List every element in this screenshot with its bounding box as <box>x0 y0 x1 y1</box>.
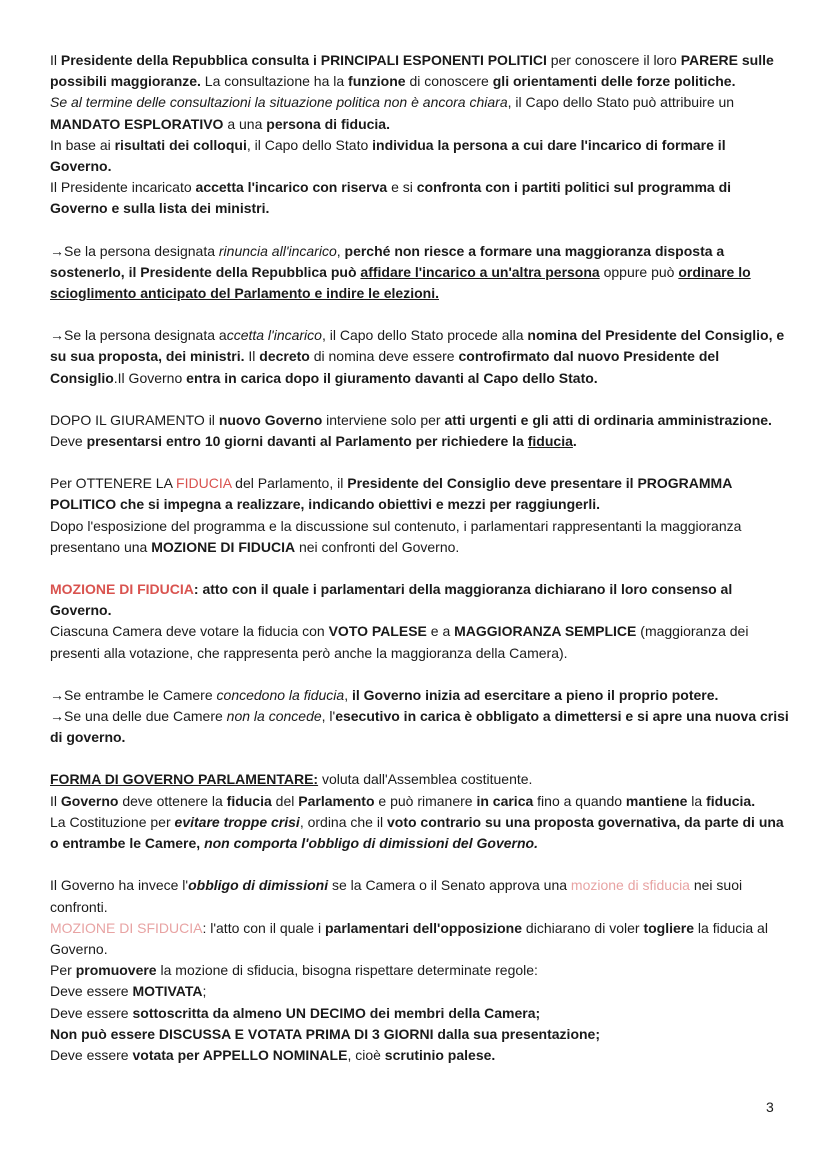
text-run: fiducia. <box>706 792 756 809</box>
text-run: perché non riesce a formare una maggioranza disposta a sostenerlo, il Presidente della Repubblica può <box>50 242 725 280</box>
paragraph-non-concede <box>50 706 790 748</box>
text-run: presentarsi entro 10 giorni davanti al Parlamento per richiedere la <box>86 433 528 450</box>
text-run: evitare troppe crisi <box>174 813 300 830</box>
text-run: fiducia <box>527 433 573 450</box>
text-run: a una <box>223 115 267 132</box>
text-run: votata per APPELLO NOMINALE <box>132 1046 348 1063</box>
page-number: 3 <box>766 1099 774 1115</box>
text-run: : atto con il quale i parlamentari della maggioranza dichiarano il loro consenso al Governo. <box>50 581 733 619</box>
text-run: MOTIVATA <box>132 983 203 1000</box>
text-run: mozione di sfiducia <box>570 877 690 894</box>
text-run: individua la persona a cui dare l'incarico di formare il Governo. <box>50 136 726 175</box>
text-run: Il Presidente incaricato <box>50 179 196 196</box>
text-run: accetta l'incarico con riserva <box>195 179 388 196</box>
text-run: di nomina deve essere <box>309 348 459 365</box>
text-run: DOPO IL GIURAMENTO il <box>50 411 219 428</box>
text-run: il Governo inizia ad esercitare a pieno il proprio potere. <box>351 686 719 703</box>
paragraph-costituzione <box>50 812 790 854</box>
text-run: decreto <box>259 348 310 365</box>
text-run: ; <box>202 983 207 1000</box>
text-run: MANDATO ESPLORATIVO <box>50 115 224 132</box>
text-run: Deve essere <box>50 983 133 1000</box>
paragraph-ottenere-fiducia <box>50 473 790 515</box>
text-run: , il Capo dello Stato procede alla <box>321 327 528 344</box>
text-run: Il <box>244 348 260 365</box>
text-run: La Costituzione per <box>50 813 175 830</box>
text-run: Presidente della Repubblica consulta i PRINCIPALI ESPONENTI POLITICI <box>60 52 547 68</box>
text-run: ccetta l'incarico <box>226 327 322 344</box>
text-run: non comporta l'obbligo di dimissioni del Governo. <box>204 835 538 852</box>
text-run: MOZIONE DI FIDUCIA <box>151 538 296 555</box>
text-run: Ciascuna Camera deve votare la fiducia con <box>50 623 329 640</box>
text-run: Deve essere <box>50 1004 133 1021</box>
paragraph-consultazioni <box>50 50 790 92</box>
text-run: atti urgenti e gli atti di ordinaria amministrazione. <box>444 411 772 428</box>
text-run: : l'atto con il quale i <box>202 919 325 936</box>
text-run: mantiene <box>625 792 688 809</box>
paragraph-colloqui <box>50 135 790 177</box>
text-run: Non può essere DISCUSSA E VOTATA PRIMA DI 3 GIORNI <box>50 1025 434 1042</box>
text-run: Deve <box>50 433 87 450</box>
text-run: dalla sua presentazione; <box>433 1025 600 1042</box>
text-run: nei suoi confronti. <box>50 877 743 915</box>
text-run: Deve essere <box>50 1046 133 1063</box>
text-run: interviene solo per <box>322 411 445 428</box>
text-run: per conoscere il loro <box>546 52 681 68</box>
text-run: fiducia <box>226 792 272 809</box>
text-run: dichiarano di voler <box>522 919 644 936</box>
text-run: , <box>344 686 352 703</box>
text-run: concedono la fiducia <box>216 686 345 703</box>
text-run: confronta con i partiti politici sul programma di Governo e sulla lista dei ministri. <box>50 179 732 217</box>
text-run: voto contrario su una proposta governativa, da parte di una o entrambe le Camere, <box>50 813 784 852</box>
text-run: parlamentari dell'opposizione <box>324 919 523 936</box>
text-run: nuovo Governo <box>218 411 323 428</box>
text-run: affidare l'incarico a un'altra persona <box>360 263 600 280</box>
text-run: fino a quando <box>533 792 626 809</box>
paragraph-giuramento <box>50 410 790 452</box>
text-run: , l' <box>321 708 336 725</box>
text-run: del Parlamento, il <box>231 475 348 492</box>
text-run: MOZIONE DI FIDUCIA <box>50 581 194 598</box>
rule-appello-nominale <box>50 1045 790 1066</box>
text-run: entra in carica dopo il giuramento davanti al Capo dello Stato. <box>186 369 598 386</box>
rule-tre-giorni <box>50 1024 790 1045</box>
text-run: , ordina che il <box>299 813 387 830</box>
text-run: Dopo l'esposizione del programma e la discussione sul contenuto, i parlamentari rappresentanti la maggioranza presentano una <box>50 517 742 555</box>
text-run: MAGGIORANZA SEMPLICE <box>454 623 637 640</box>
text-run: in carica <box>476 792 534 809</box>
section-heading: FORMA DI GOVERNO PARLAMENTARE: <box>50 771 319 788</box>
text-run: persona di fiducia. <box>266 115 390 132</box>
text-run: Il Governo ha invece l' <box>50 877 189 894</box>
paragraph-esposizione <box>50 516 790 558</box>
rule-sottoscritta <box>50 1003 790 1024</box>
text-run: togliere <box>643 919 695 936</box>
text-run: →Se una delle due Camere <box>50 708 227 725</box>
paragraph-forma-governo <box>50 769 790 790</box>
text-run: Se al termine delle consultazioni la situazione politica non è ancora chiara <box>50 94 508 111</box>
text-run: Parlamento <box>298 792 375 809</box>
text-run: la mozione di sfiducia, bisogna rispettare determinate regole: <box>156 962 538 979</box>
text-run: oppure può <box>599 263 679 280</box>
paragraph-concedono <box>50 685 790 706</box>
paragraph-mozione-sfiducia <box>50 918 790 960</box>
text-run: . <box>572 433 577 450</box>
text-run: , il Capo dello Stato può attribuire un <box>507 94 735 111</box>
text-run: la <box>687 792 707 809</box>
text-run: ordinare lo scioglimento anticipato del Parlamento e indire le elezioni. <box>50 263 751 302</box>
text-run: obbligo di dimissioni <box>188 877 329 894</box>
document-page <box>50 50 790 1066</box>
text-run: Governo <box>60 792 119 809</box>
rule-motivata <box>50 981 790 1002</box>
paragraph-incarico <box>50 177 790 219</box>
text-run: Per OTTENERE LA <box>50 475 177 492</box>
text-run: (maggioranza dei presenti alla votazione, che rappresenta però anche la maggioranza della Camera). <box>50 623 749 661</box>
text-run: PARERE sulle possibili maggioranze. <box>50 52 774 90</box>
text-run: gli orientamenti delle forze politiche. <box>492 73 736 90</box>
paragraph-governo-fiducia <box>50 791 790 812</box>
text-run: non la concede <box>226 708 322 725</box>
text-run: promuovere <box>75 962 157 979</box>
text-run: , <box>336 242 345 259</box>
text-run: controfirmato dal nuovo Presidente del Consiglio <box>50 348 720 386</box>
text-run: .Il Governo <box>113 369 187 386</box>
text-run: La consultazione ha la <box>200 73 349 90</box>
text-run: nomina del Presidente del Consiglio, e su sua proposta, dei ministri. <box>50 327 785 365</box>
paragraph-regole <box>50 960 790 981</box>
text-run: , il Capo dello Stato <box>246 136 373 153</box>
paragraph-rinuncia <box>50 241 790 305</box>
text-run: la fiducia al Governo. <box>50 919 768 957</box>
text-run: voluta dall'Assemblea costituente. <box>318 771 533 788</box>
text-run: VOTO PALESE <box>328 623 427 640</box>
text-run: del <box>271 792 299 809</box>
text-run: risultati dei colloqui <box>114 136 247 153</box>
text-run: MOZIONE DI SFIDUCIA <box>50 919 203 936</box>
text-run: sottoscritta da almeno UN DECIMO dei membri della Camera; <box>132 1004 541 1021</box>
text-run: scrutinio palese. <box>384 1046 496 1063</box>
text-run: In base ai <box>50 136 115 153</box>
text-run: Presidente del Consiglio deve presentare il PROGRAMMA POLITICO che si impegna a realizzare, indicando obiettivi e mezzi per raggiungerli. <box>50 475 732 513</box>
text-run: e a <box>426 623 455 640</box>
text-run: Il <box>50 792 61 809</box>
text-run: se la Camera o il Senato approva una <box>328 877 571 894</box>
paragraph-accetta <box>50 325 790 389</box>
paragraph-obbligo-dimissioni <box>50 875 790 917</box>
text-run: di conoscere <box>405 73 493 90</box>
paragraph-voto-palese <box>50 621 790 663</box>
text-run: e può rimanere <box>374 792 477 809</box>
text-run: →Se la persona designata a <box>50 327 227 344</box>
text-run: →Se la persona designata <box>50 242 219 259</box>
text-run: rinuncia all'incarico <box>218 242 337 259</box>
text-run: →Se entrambe le Camere <box>50 686 217 703</box>
text-run: deve ottenere la <box>118 792 227 809</box>
paragraph-mozione-fiducia <box>50 579 790 621</box>
paragraph-mandato-esplorativo <box>50 92 790 134</box>
text-run: , cioè <box>347 1046 385 1063</box>
text-run: funzione <box>348 73 406 90</box>
text-run: Il <box>50 52 61 68</box>
text-run: Per <box>50 962 76 979</box>
text-run: nei confronti del Governo. <box>295 538 460 555</box>
text-run: FIDUCIA <box>176 475 232 492</box>
text-run: e si <box>387 179 417 196</box>
text-run: esecutivo in carica è obbligato a dimettersi e si apre una nuova crisi di governo. <box>50 708 789 746</box>
